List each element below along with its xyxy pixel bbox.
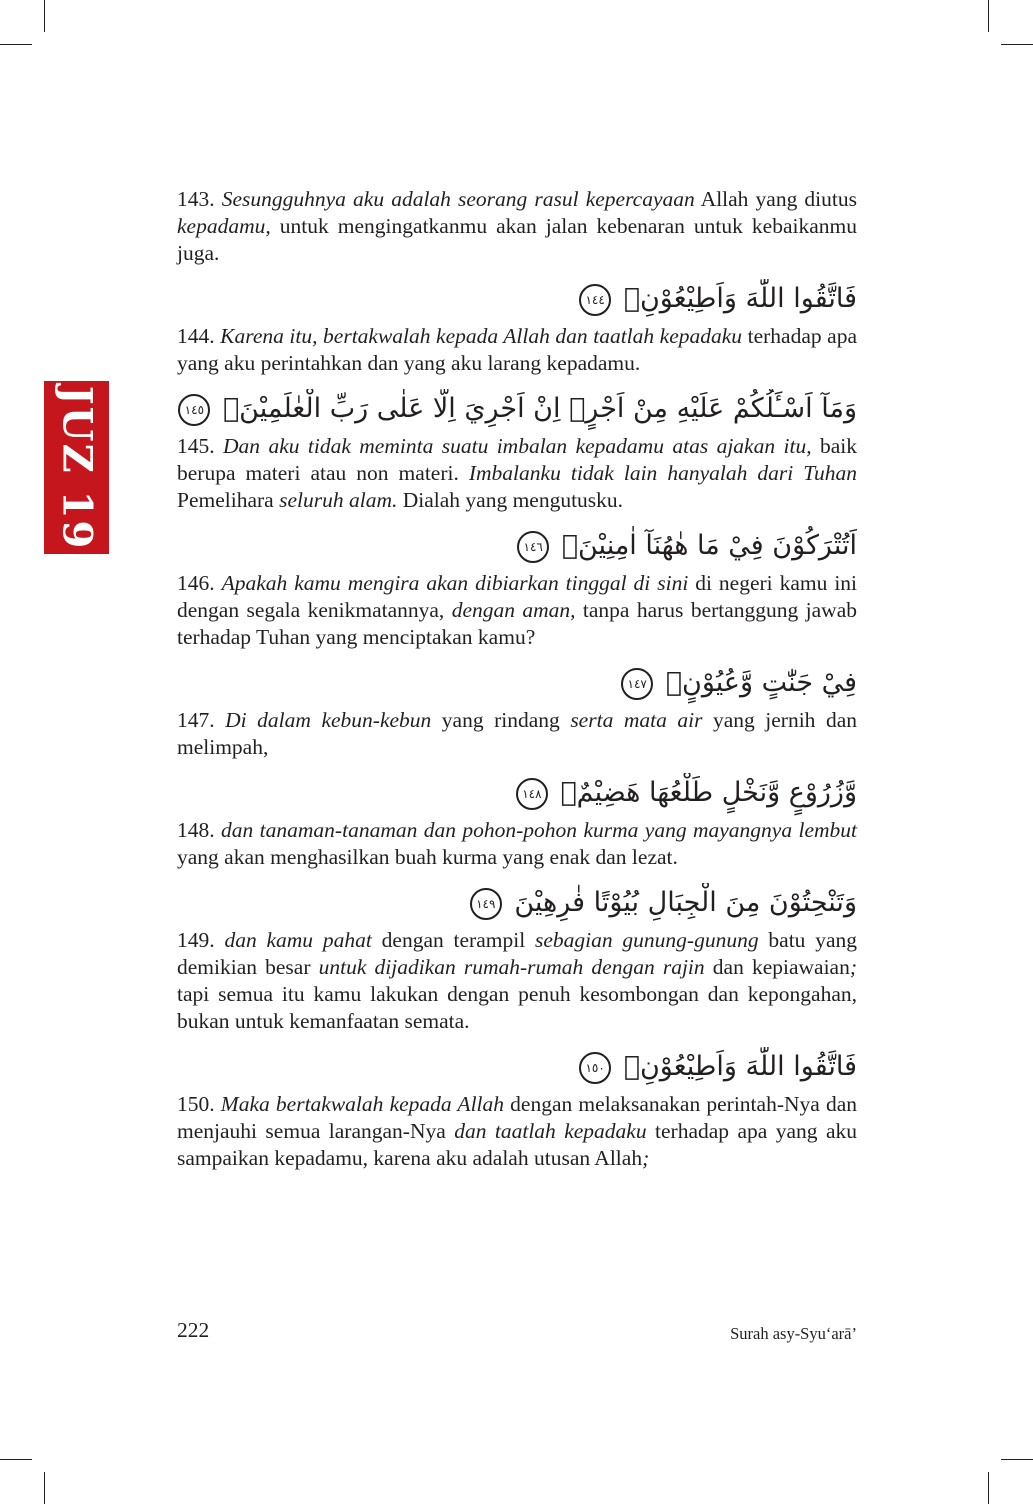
crop-mark xyxy=(1001,1459,1033,1460)
ayah-number-icon: ١٥٠ xyxy=(579,1052,611,1084)
crop-mark xyxy=(44,1472,45,1504)
verse-block xyxy=(177,773,857,871)
verse-block xyxy=(177,1047,857,1172)
crop-mark xyxy=(988,0,989,32)
ayah-number-icon: ١٤٦ xyxy=(517,531,549,563)
ayah-number-icon: ١٤٧ xyxy=(621,668,653,700)
crop-mark xyxy=(44,0,45,32)
translation-paragraph: 148. dan tanaman-tanaman dan pohon-pohon kurma yang mayangnya lembut yang akan menghasilkan buah kurma yang enak dan lezat. xyxy=(177,818,857,869)
translation-paragraph: 143. Sesungguhnya aku adalah seorang rasul kepercayaan Allah yang diutus kepadamu, untuk mengingatkanmu akan jalan kebenaran untuk kebaikanmu juga. xyxy=(177,187,857,265)
verse-block xyxy=(177,186,857,267)
translation-paragraph: 146. Apakah kamu mengira akan dibiarkan tinggal di sini di negeri kamu ini dengan segala kenikmatannya, dengan aman, tanpa harus bertanggung jawab terhadap Tuhan yang menciptakan kamu? xyxy=(177,571,858,649)
ayah-number-icon: ١٤٩ xyxy=(470,888,502,920)
crop-mark xyxy=(0,1459,32,1460)
crop-mark xyxy=(988,1472,989,1504)
translation-paragraph: 150. Maka bertakwalah kepada Allah dengan melaksanakan perintah-Nya dan menjauhi semua larangan-Nya dan taatlah kepadaku terhadap apa yang aku sampaikan kepadamu, karena aku adalah utusan Allah; xyxy=(177,1092,858,1170)
arabic-verse: اَتُتْرَكُوْنَ فِيْ مَا هٰهُنَآ اٰمِنِيْنَۙ ١٤٦ xyxy=(177,526,857,570)
arabic-verse: وَمَآ اَسْـَٔلُكُمْ عَلَيْهِ مِنْ اَجْرٍۚ اِنْ اَجْرِيَ اِلَّا عَلٰى رَبِّ الْعٰلَمِيْنَۗ ١٤٥ xyxy=(177,389,857,433)
juz-label: JUZ 19 xyxy=(53,385,100,550)
ayah-number-icon: ١٤٨ xyxy=(516,778,548,810)
verse-block xyxy=(177,279,857,377)
translation-content xyxy=(177,186,857,1172)
verse-block xyxy=(177,663,857,761)
crop-mark xyxy=(1001,44,1033,45)
verse-block xyxy=(177,526,857,651)
arabic-verse: فَاتَّقُوا اللّٰهَ وَاَطِيْعُوْنِۚ ١٥٠ xyxy=(177,1047,857,1091)
arabic-verse: وَتَنْحِتُوْنَ مِنَ الْجِبَالِ بُيُوْتًا فٰرِهِيْنَ ١٤٩ xyxy=(177,883,857,927)
translation-paragraph: 145. Dan aku tidak meminta suatu imbalan kepadamu atas ajakan itu, baik berupa materi atau non materi. Imbalanku tidak lain hanyalah dari Tuhan Pemelihara seluruh alam. Dialah yang mengutusku. xyxy=(177,434,857,512)
arabic-verse: فَاتَّقُوا اللّٰهَ وَاَطِيْعُوْنِۚ ١٤٤ xyxy=(177,279,857,323)
verse-block xyxy=(177,883,857,1035)
verse-block xyxy=(177,389,857,514)
translation-paragraph: 147. Di dalam kebun-kebun yang rindang serta mata air yang jernih dan melimpah, xyxy=(177,708,857,759)
page-number: 222 xyxy=(177,1318,210,1342)
crop-mark xyxy=(0,44,32,45)
translation-paragraph: 149. dan kamu pahat dengan terampil sebagian gunung-gunung batu yang demikian besar untuk dijadikan rumah-rumah dengan rajin dan kepiawaian; tapi semua itu kamu lakukan dengan penuh kesombongan dan kepongahan, bukan untuk kemanfaatan semata. xyxy=(177,928,858,1033)
ayah-number-icon: ١٤٤ xyxy=(579,284,611,316)
running-footer-surah: Surah asy-Syuʻarā’ xyxy=(730,1324,857,1343)
translation-paragraph: 144. Karena itu, bertakwalah kepada Allah dan taatlah kepadaku terhadap apa yang aku perintahkan dan yang aku larang kepadamu. xyxy=(177,324,857,375)
ayah-number-icon: ١٤٥ xyxy=(178,394,210,426)
arabic-verse: وَّزُرُوْعٍ وَّنَخْلٍ طَلْعُهَا هَضِيْمٌۚ ١٤٨ xyxy=(177,773,857,817)
juz-tab xyxy=(44,381,109,554)
arabic-verse: فِيْ جَنّٰتٍ وَّعُيُوْنٍۙ ١٤٧ xyxy=(177,663,857,707)
